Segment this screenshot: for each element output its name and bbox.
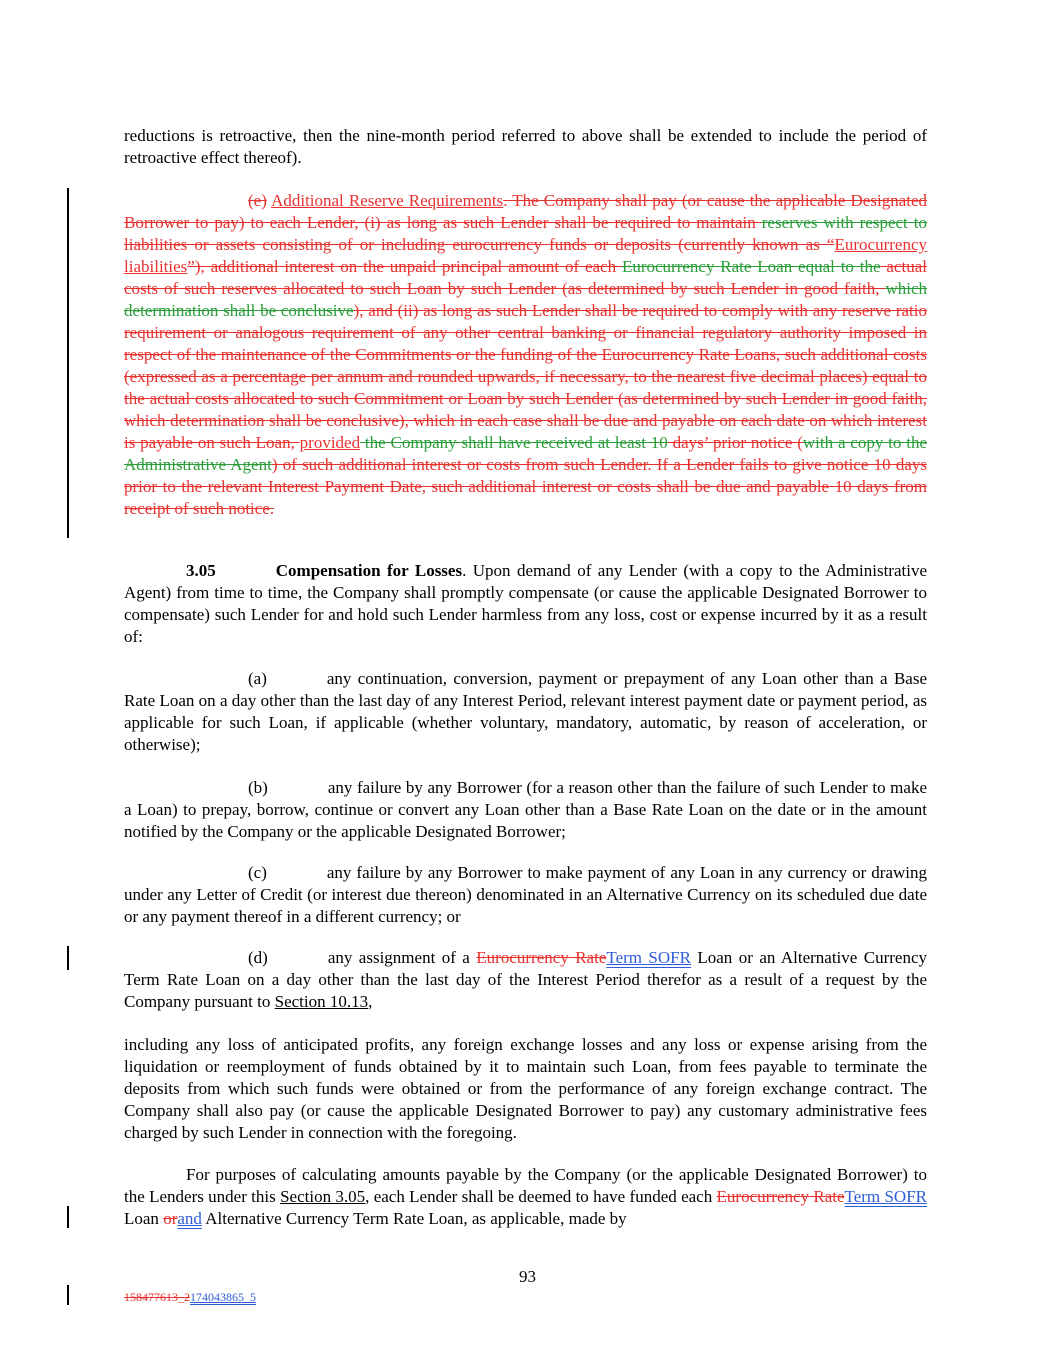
section-e-text-1: . The Company shall pay (or cause the applicable Designated Borrower to pay) to each Lender, (i) as long as such Lender shall be required to maintain [124,191,928,232]
clause-c-label: (c) [248,863,267,882]
section-e-moved-1: reserves with respect to [761,213,927,232]
purposes-inserted-1: Term SOFR [844,1187,927,1206]
purposes-text-1: For purposes of calculating amounts payable by the Company (or the applicable Designated Borrower) to the Lenders under this [124,1165,927,1206]
clause-d-section-ref: Section 10.13 [274,992,369,1011]
clause-b-text: any failure by any Borrower (for a reason other than the failure of such Lender to make a Loan) to prepay, borrow, continue or convert any Loan other than a Base Rate Loan on the date or in the amount notified by the Company or the applicable Designated Borrower; [124,778,927,841]
section-e-moved-2: Eurocurrency Rate Loan equal to the [621,257,881,276]
section-e-text-7: ) of such additional interest or costs from such Lender. If a Lender fails to give notice 10 days prior to the relevant Interest Payment Date, such additional interest or costs shall be due and payable 10 days from receipt of such notice. [124,455,927,518]
section-e-moved-3: which determination shall be conclusive [124,279,927,320]
paragraph-for-purposes [124,1164,927,1230]
document-id-footer [124,1290,256,1304]
change-bar [67,1206,69,1228]
section-number: 3.05 [186,561,216,580]
purposes-text-4: Alternative Currency Term Rate Loan, as applicable, made by [201,1209,627,1228]
purposes-deleted-2: or [163,1209,178,1228]
purposes-deleted-1: Eurocurrency Rate [716,1187,845,1206]
clause-d-deleted: Eurocurrency Rate [476,948,607,967]
section-e-underlined-term: Eurocurrency liabilities [124,235,927,276]
section-text: . Upon demand of any Lender (with a copy to the Administrative Agent) from time to time, the Company shall promptly compensate (or cause the applicable Designated Borrower to compensate) such Lender for and hold such Lender harmless from any loss, cost or expense incurred by it as a result of: [124,561,927,646]
clause-d-text-1: any assignment of a [327,948,477,967]
clause-d-label: (d) [248,948,268,967]
clause-d-inserted: Term SOFR [606,948,691,967]
footer-deleted-id: 158477613_2 [124,1290,190,1304]
clause-a [124,668,927,756]
section-e-moved-4: the Company shall have received at least 10 [360,433,668,452]
paragraph-including: including any loss of anticipated profits, any foreign exchange losses and any loss or expense arising from the liquidation or reemployment of funds obtained by it to maintain such Loan, from fees payable to terminate the deposits from which such funds were obtained or from the performance of any foreign exchange contract. The Company shall also pay (or cause the applicable Designated Borrower to pay) any customary administrative fees charged by such Lender in connection with the foregoing. [124,1035,927,1142]
section-e-deleted [124,190,927,520]
page-number: 93 [519,1267,536,1286]
clause-a-text: any continuation, conversion, payment or prepayment of any Loan other than a Base Rate Loan on a day other than the last day of any Interest Period, relevant interest payment date or payment period, as applicable for such Loan, if applicable (whether voluntary, mandatory, automatic, by reason of acceleration, or otherwise); [124,669,927,754]
change-bar [67,1285,69,1305]
clause-c [124,862,927,928]
paragraph-continuation: reductions is retroactive, then the nine-month period referred to above shall be extended to include the period of retroactive effect thereof). [124,126,927,167]
section-e-text-4: actual costs of such reserves allocated to such Loan by such Lender (as determined by such Lender in good faith, [124,257,927,298]
section-e-title: Additional Reserve Requirements [271,191,504,210]
clause-a-label: (a) [248,669,267,688]
purposes-section-ref: Section 3.05 [280,1187,366,1206]
section-3-05 [124,560,927,648]
section-e-number: (e) [248,191,267,210]
purposes-text-2: , each Lender shall be deemed to have funded each [365,1187,717,1206]
clause-b-label: (b) [248,778,268,797]
section-title: Compensation for Losses [275,561,463,580]
clause-d [124,947,927,1013]
footer-inserted-id: 174043865_5 [190,1290,256,1304]
purposes-inserted-2: and [177,1209,202,1228]
section-e-text-5: ), and (ii) as long as such Lender shall be required to comply with any reserve ratio requirement or analogous requirement of any other central banking or financial regulatory authority imposed in respect of the maintenance of the Commitments or the funding of the Eurocurrency Rate Loans, such additional costs (expressed as a percentage per annum and rounded upwards, if necessary, to the nearest five decimal places) equal to the actual costs allocated to such Commitment or Loan by such Lender (as determined by such Lender in good faith, which determination shall be conclusive), which in each case shall be due and payable on each date on which interest is payable on such Loan, [124,301,928,452]
clause-b [124,777,927,843]
section-e-provided: provided [299,433,361,452]
clause-c-text: any failure by any Borrower to make payment of any Loan in any currency or drawing under any Letter of Credit (or interest due thereon) denominated in an Alternative Currency on its scheduled due date or any payment thereof in a different currency; or [124,863,927,926]
change-bar [67,946,69,970]
section-e-text-3: ”), additional interest on the unpaid principal amount of each [187,257,622,276]
clause-d-text-3: , [368,992,373,1011]
section-e-text-6: days’ prior notice ( [667,433,803,452]
section-e-text-2: liabilities or assets consisting of or including eurocurrency funds or deposits (currently known as “ [124,235,835,254]
clause-d-text-2: Loan or an Alternative Currency Term Rate Loan on a day other than the last day of the Interest Period therefor as a result of a request by the Company pursuant to [124,948,927,1011]
purposes-text-3: Loan [124,1209,164,1228]
section-e-moved-5: with a copy to the Administrative Agent [124,433,927,474]
change-bar [67,188,69,538]
